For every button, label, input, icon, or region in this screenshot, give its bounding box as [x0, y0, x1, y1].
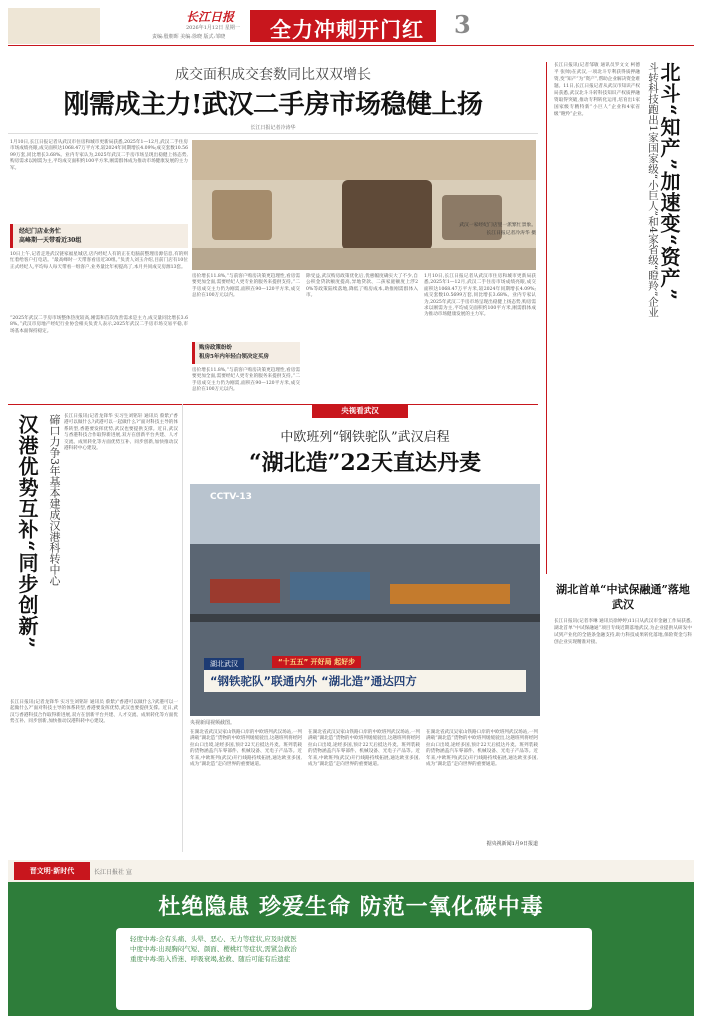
- page-editors: 责编:殷朝晖 美编:徐晓 版式:邹晓: [152, 34, 226, 40]
- main-kicker: 成交面积成交套数同比双双增长: [175, 67, 371, 83]
- feature-body-2: 在湖北省武汉吴家山铁路口岸的中欧班列武汉场站,一列满载“湖北造”货物的中欧班列缓缓驶出,这趟班列将经阿拉山口出境,途经多国,预计22天后抵达丹麦。班列装载的货物涵盖汽车零部件、机械设备、光电子产品等。近年来,中欧班列(武汉)开行线路持续拓展,通达欧亚多国,成为“湖北造”走向世界的重要通道。: [308, 730, 420, 768]
- right-top-subtitle: 斗转科技跑出1家国家级“小巨人”和4家省级“瞪羚”企业: [647, 62, 659, 318]
- page-number: 3: [454, 10, 471, 39]
- header-rule: [8, 45, 694, 46]
- main-rule: [8, 133, 538, 134]
- feature-banner: 央视看武汉: [312, 404, 408, 418]
- cctv-channel-logo: CCTV-13: [210, 492, 252, 502]
- feature-body-3: 在湖北省武汉吴家山铁路口岸的中欧班列武汉场站,一列满载“湖北造”货物的中欧班列缓缓驶出,这趟班列将经阿拉山口出境,途经多国,预计22天后抵达丹麦。班列装载的货物涵盖汽车零部件、机械设备、光电子产品等。近年来,中欧班列(武汉)开行线路持续拓展,通达欧亚多国,成为“湖北造”走向世界的重要通道。: [426, 730, 538, 768]
- left-bottom-subtitle: 碲口力争3年基本建成汉港科转中心: [48, 414, 61, 586]
- footer-ad: [8, 860, 694, 1016]
- footer-tips-box: [116, 928, 592, 1010]
- main-col-3: 除受益,武汉购房政策优化后,优惠幅度确实大了不少,自公积金贷款额度提高,异地贷款、二孩家庭额度上浮20%等政策陆续落地,降低了购房成本,助推刚需群体入市。: [306, 274, 418, 299]
- footer-tip-3: 重度中毒:陷入昏迷、呼吸衰竭,抢救、随后可能有后遗症: [130, 955, 291, 963]
- column-divider: [546, 62, 547, 574]
- header-title: 全力冲刺开门红: [270, 18, 424, 42]
- main-col-2: 房价增长11.8%,“与前客户购房决策更趋理性,看房需要更加全面,需要经纪人更专业的服务来提供支持。”二手房成交主力仍为刚需,面积在90—120平方米,成交总价在100万元以内。: [192, 274, 300, 299]
- lower-rule: [8, 404, 538, 405]
- footer-sub: 长江日报社 宣: [94, 869, 132, 876]
- feature-video-still: [190, 484, 540, 716]
- right-bottom-body: 长江日报讯(记者李琳 通讯员徐婷婷)11日从武汉市金融工作局获悉,湖北首单“中试保融通”项目专线近期落地武汉,为企业提供从研发中试到产业化的全链条金融支持,助力科技成果转化落地,保险资金与科创企业实现精准对接。: [554, 619, 692, 645]
- masthead: [0, 6, 702, 46]
- left-bottom-headline: 汉港优势互补“同步创新”: [15, 414, 39, 650]
- right-bottom-headline: 湖北首单“中试保融通”落地武汉: [556, 583, 690, 611]
- right-top-headline: 北斗“知产”加速变“资产”: [657, 62, 681, 302]
- left-bottom-body-2: 长江日报讯(记者龙锋华 实习生刘铭轩 通讯员 蔡紫)“香港可以做什么?武港可以一起做什么?”面对科技主导的体系转型,香港要发挥优势,武汉也要提供支撑。近日,武汉与香港科技合作取得新进展,双方在创新平台共建、人才交流、成果转化等方面优势互补、同步创新,加快推动汉港科转中心建设。: [10, 700, 178, 725]
- feature-kicker: 中欧班列“钢铁驼队”武汉启程: [280, 430, 450, 445]
- main-byline: 长江日报记者冷涛华: [250, 125, 296, 131]
- feature-divider: [182, 404, 183, 852]
- masthead-photo: [8, 8, 100, 44]
- feature-body-1: 在湖北省武汉吴家山铁路口岸的中欧班列武汉场站,一列满载“湖北造”货物的中欧班列缓缓驶出,这趟班列将经阿拉山口出境,途经多国,预计22天后抵达丹麦。班列装载的货物涵盖汽车零部件、机械设备、光电子产品等。近年来,中欧班列(武汉)开行线路持续拓展,通达欧亚多国,成为“湖北造”走向世界的重要通道。: [190, 730, 302, 768]
- left-bottom-body: 长江日报讯(记者龙锋华 实习生刘铭轩 通讯员 蔡紫)“香港可以做什么?武港可以一起做什么?”面对科技主导的体系转型,香港要发挥优势,武汉也要提供支撑。近日,武汉与香港科技合作取得新进展,双方在创新平台共建、人才交流、成果转化等方面优势互补、同步创新,加快推动汉港科转中心建设。: [64, 414, 178, 452]
- main-subhead-2: 购房政策纷纷 租房5年内年轻白领决定买房: [192, 342, 300, 364]
- screen-subtitle: “钢铁驼队”联通内外 “湖北造”通达四方: [204, 670, 526, 692]
- feature-photo-caption: 央视新闻视频截图。: [190, 720, 236, 726]
- main-photo: [192, 140, 536, 270]
- main-subhead-1: 经纪门店业务忙 高峰期一天带看近30组: [10, 224, 188, 248]
- feature-headline: “湖北造”22天直达丹麦: [249, 450, 481, 476]
- main-headline: 刚需成主力!武汉二手房市场稳健上扬: [63, 90, 483, 120]
- main-lead: 1月10日,长江日报记者从武汉市住房和城市更新局获悉,2025年1—12月,武汉二手住房市场成绩亮眼,成交面积达1068.47万平方米,较2024年同期增长4.09%;成交套数10.5699万套,同比增长3.68%。业内专家认为,2025年武汉二手房市场呈现出稳健上扬态势,购房需求以刚需为主,平均成交面积约100平方米,刚需群体成为推动市场健康发展的主力军。: [10, 140, 188, 171]
- newspaper-logo: 长江日报: [186, 10, 235, 24]
- screen-location-tag: 湖北武汉: [204, 658, 244, 670]
- main-col-2b: 房价增长11.8%,“与前客户购房决策更趋理性,看房需要更加全面,需要经纪人更专业的服务来提供支持。”二手房成交主力仍为刚需,面积在90—120平方米,成交总价在100万元以内。: [192, 368, 300, 393]
- footer-banner: 杜绝隐患 珍爱生命 防范一氧化碳中毒: [158, 895, 544, 920]
- footer-tip-1: 轻度中毒:会有头痛、头晕、恶心、无力等症状,应及时就医: [130, 935, 297, 943]
- issue-date: 2026年1月12日 星期一: [186, 25, 240, 31]
- main-col-4: 1月10日,长江日报记者从武汉市住房和城市更新局获悉,2025年1—12月,武汉二手住房市场成绩亮眼,成交面积达1068.47万平方米,较2024年同期增长4.09%;成交套数10.5699万套,同比增长3.68%。业内专家认为,2025年武汉二手房市场呈现出稳健上扬态势,购房需求以刚需为主,平均成交面积约100平方米,刚需群体成为推动市场健康发展的主力军。: [424, 274, 536, 318]
- screen-slogan-tag: “十五五” 开好局 起好步: [272, 656, 361, 668]
- main-body-1: 10日上午,记者走进武汉链家福星城店,店内经纪人有的正在电脑前整理房源信息,有的则忙着给客户打电话。“最高峰时一天带客看房近30组。”负责人刘玉介绍,目前门店有10位正式经纪人,平均每人每天带看一组客户,业务量比年初提高了,本月共同成交房源13套。: [10, 252, 188, 270]
- feature-source: 据央视新闻1月9日报道: [486, 841, 538, 847]
- footer-logo: 晋文明·新时代: [14, 862, 90, 880]
- footer-tip-2: 中度中毒:出现胸闷气短、颜面、樱桃红等症状,需紧急救治: [130, 945, 297, 953]
- right-top-body: 长江日报讯(记者邹敏 通讯员罗文文 柯德平 张帅)在武汉,一项北斗专利获得质押融资,变“知产”为“资产”,帮助企业解决资金难题。11日,长江日报记者从武汉市知识产权局获悉,武汉北斗斗转科技知识产权质押融资取得突破,推动专利转化运用,培育出1家国家级专精特新“小巨人”企业和4家省级“瞪羚”企业。: [554, 63, 640, 117]
- main-body-2: “2025年武汉二手房市场整体热度较高,刚需和首次改善需求是主力,成交量同比增长3.68%。”武汉市房地产经纪行业协会相关负责人表示,2025年武汉二手房市场交易平稳,市场基本面保持稳定。: [10, 316, 188, 334]
- main-photo-caption: 武汉一家经纪门店里一派繁忙景象。 长江日报记者冷涛华 摄: [459, 223, 536, 236]
